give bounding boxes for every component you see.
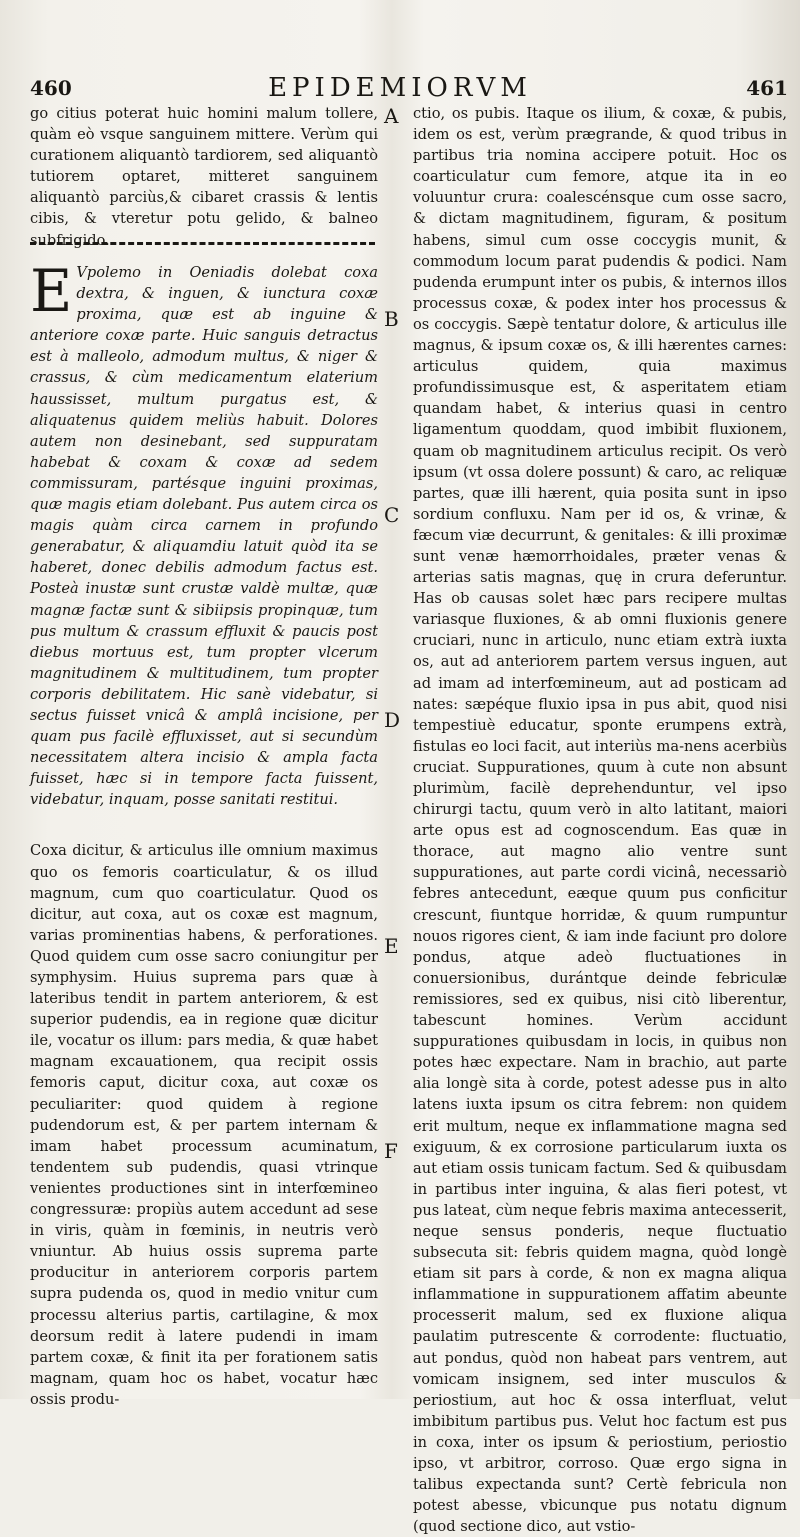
right-column [413,103,787,1537]
right-column-text: ctio, os pubis. Itaque os ilium, & coxæ, & pubis, idem os est, verùm prægrande, & quod tribus in partibus tria nomina accipere potuit. Hoc os coarticulatur cum femore, atque ita in eo voluuntur crura: coalescénsque cum osse sacro, & dictam magnitudinem, figuram, & positum habens, simul cum osse coccygis munit, & commodum locum parat pudendis & podici. Nam pudenda erumpunt inter os pubis, & internos illos processus coxæ, & podex inter hos processus & os coccygis. Sæpè tentatur dolore, & articulus ille magnus, & ipsum coxæ os, & illi hærentes carnes: articulus quidem, quia maximus profundissimusque est, & asperitatem etiam quandam habet, & interius quasi in centro ligamentum quoddam, quod imbibit fluxionem, quam ob magnitudinem articulus recipit. Os verò ipsum (vt ossa dolere possunt) & caro, ac reliquæ partes, quæ illi hærent, quia posita sunt in ipso sordium confluxu. Nam per id os, & vrinæ, & fæcum viæ decurrunt, & genitales: & illi proximæ sunt venæ hæmorrhoidales, præter venas & arterias satis magnas, quę in crura deferuntur. Has ob causas solet hæc pars recipere multas variasque fluxiones, & ab omni fluxionis genere cruciari, nunc in articulo, nunc etiam extrà iuxta os, aut ad anteriorem partem versus inguen, aut ad imam ad interfœmineum, aut ad posticam ad nates: sæpéque fluxio ipsa in pus abit, quod nisi tempestiuè educatur, sponte erumpens extrà, fistulas eo loci facit, aut interiùs ma-nens acerbiùs cruciat. Suppurationes, quum à cute non absunt plurimùm, facilè deprehenduntur, vel ipso chirurgi tactu, quum verò in alto latitant, maiori arte opus est ad cognoscendum. Eas quæ in thorace, aut magno alio ventre sunt suppurationes, aut parte cordi vicinâ, necessariò febres antecedunt, eæque quum pus conficitur crescunt, fiuntque horridæ, & quum rumpuntur nouos rigores cient, & iam inde faciunt pro dolore pondus, atque adeò fluctuationes in conuersionibus, durántque deinde febriculæ remissiores, sed ex quibus, nisi citò liberentur, tabescunt homines. Verùm accidunt suppurationes quibusdam in locis, in quibus non potes hæc expectare. Nam in brachio, aut parte alia longè sita à corde, potest adesse pus in alto latens iuxta ipsum os citra febrem: non quidem erit multum, neque ex inflammatione magna sed exiguum, & ex corrosione particularum iuxta os aut etiam ossis tunicam factum. Sed & quibusdam in partibus inter inguina, & alas fieri potest, vt pus lateat, cùm neque febris maxima antecesserit, neque sensus ponderis, neque fluctuatio subsecuta sit: febris quidem magna, quòd longè etiam sit pars à corde, & non ex magna aliqua inflammatione in suppurationem affatim abeunte processerit malum, sed ex fluxione aliqua paulatim putrescente & corrodente: fluctuatio, aut pondus, quòd non habeat pars ventrem, aut vomicam insignem, sed inter musculos & periostium, aut hoc & ossa interfluat, velut imbibitum partibus pus. Velut hoc factum est pus in coxa, inter os ipsum & periostium, periostio ipso, vt arbitror, corroso. Quæ ergo signa in talibus expectanda sunt? Certè febricula non potest abesse, vbicunque pus notatu dignum (quod sectione dico, aut vstio- [413,105,787,1536]
drop-cap: E [30,257,73,325]
case-history-paragraph [30,257,378,810]
commentary-paragraph: Coxa dicitur, & articulus ille omnium maximus quo os femoris coarticulatur, & os illud magnum, cum quo coarticulatur. Quod os dicitur, aut coxa, aut os coxæ est magnum, varias prominentias habens, & perforationes. Quod quidem cum osse sacro coniungitur per symphysim. Huius suprema pars quæ à lateribus tendit in partem anteriorem, & est superior pudendis, ea in regione quæ dicitur ile, vocatur os illum: pars media, & quæ habet magnam excauationem, qua recipit ossis femoris caput, dicitur coxa, aut coxæ os peculiariter: quod quidem à regione pudendorum est, & per partem internam & imam habet processum acuminatum, tendentem sub pudendis, quasi vtrinque venientes productiones sint in interfœmineo congressuræ: propiùs autem accedunt ad sese in viris, quàm in fœminis, in neutris verò vniuntur. Ab huius ossis suprema parte producitur in anteriorem corporis partem supra pudenda os, quod in medio vnitur cum processu alterius partis, cartilagine, & mox deorsum redit à latere pudendi in imam partem coxæ, & finit ita per forationem satis magnam, quam hoc os habet, vocatur hæc ossis produ- [30,842,378,1408]
margin-letter-b: B [384,307,399,331]
margin-letter-e: E [384,934,399,958]
margin-letter-c: C [384,503,400,527]
case-history-text: Vpolemo in Oeniadis dolebat coxa dextra, & inguen, & iunctura coxæ proxima, quæ est ab inguine & anteriore coxæ parte. Huic sanguis detractus est à malleolo, admodum multus, & niger & crassus, & cùm medicamentum elaterium haussisset, multum purgatus est, & aliquatenus quidem meliùs habuit. Dolores autem non desinebant, sed suppuratam habebat & coxam & coxæ ad sedem commissuram, partésque inguini proximas, quæ magis etiam dolebant. Pus autem circa os magis quàm circa carnem in profundo generabatur, & aliquamdiu latuit quòd ita se haberet, donec debilis admodum factus est. Posteà inustæ sunt crustæ valdè multæ, quæ magnæ factæ sunt & sibiipsis propinquæ, tum pus multum & crassum effluxit & paucis post diebus mortuus est, tum propter vlcerum magnitudinem & multitudinem, tum propter corporis debilitatem. Hic sanè videbatur, si sectus fuisset vnicâ & amplâ incisione, per quam pus facilè effluxisset, aut si secundùm necessitatem altera incisio & ampla facta fuisset, hæc si in tempore facta fuissent, videbatur, inquam, posse sanitati restitui. [30,264,378,809]
margin-letter-d: D [384,708,401,732]
section-divider [30,242,375,245]
continuation-paragraph: go citius poterat huic homini malum tollere, quàm eò vsque sanguinem mittere. Verùm qui curationem aliquantò tardiorem, sed aliquantò tutiorem optaret, mitteret sanguinem aliquantò parciùs,& cibaret crassis & lentis cibis, & vteretur potu gelido, & balneo subfrigido. [30,105,378,249]
running-title: EPIDEMIORVM [268,73,532,103]
page-number-left: 460 [30,76,72,100]
margin-letter-f: F [384,1139,398,1163]
margin-letter-a: A [384,104,399,128]
left-column [30,103,378,1410]
page-number-right: 461 [746,76,788,100]
